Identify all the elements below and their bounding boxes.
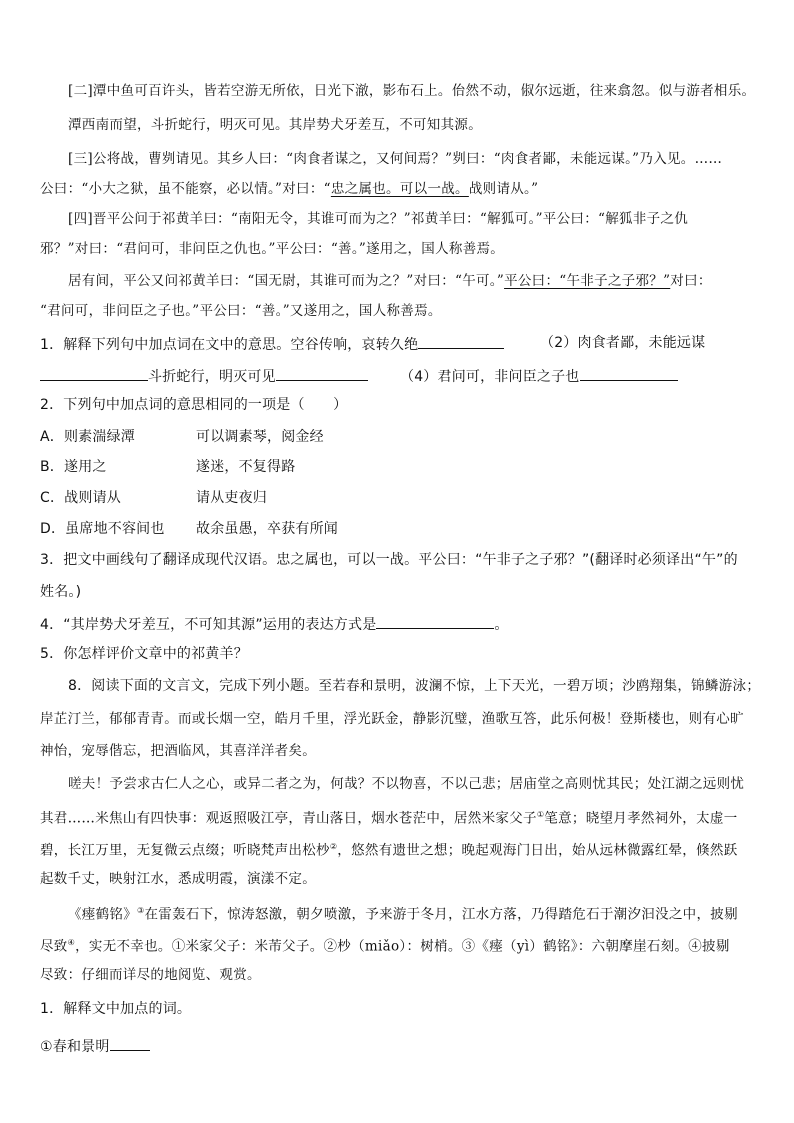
q1-d-blank[interactable]: [580, 366, 678, 381]
passage-p3-line2-b: 战则请从。”: [468, 181, 539, 197]
q8-sub1-blank[interactable]: [110, 1036, 150, 1051]
q4-blank[interactable]: [376, 614, 494, 629]
q8-line5-a: 其君……米焦山有四快事：观返照吸江亭，青山落日，烟水苍茫中，居然米家父子: [40, 810, 537, 827]
question-5: 5．你怎样评价文章中的祁黄羊？: [40, 646, 248, 662]
underlined-sentence-2: 平公曰：“午非子之子邪？”: [504, 273, 671, 289]
q8-line6-a: 碧，长江万里，无复微云点缀；听晓梵声出松杪: [40, 842, 330, 859]
q2-option-d-right: 故余虽愚，卒获有所闻: [196, 521, 338, 537]
footnote-marker-3: ③: [137, 906, 145, 915]
q1-b-text: （2）肉食者鄙，未能远谋: [540, 335, 706, 351]
passage-p4-line2: 邪？”对曰：“君问可，非问臣之仇也。”平公曰：“善。”遂用之，国人称善焉。: [40, 241, 505, 257]
question-1-line1: [40, 334, 504, 354]
passage-p3-line2-a: 公曰：“小大之狱，虽不能察，必以情。”对曰：“: [40, 181, 331, 197]
q8-line3: 神怡，宠辱偕忘，把酒临风，其喜洋洋者矣。: [40, 743, 316, 759]
q8-line8: [68, 902, 738, 924]
q8-line5-b: 笔意；晓望月孝然祠外，太虚一: [544, 810, 738, 827]
q2-option-c-right: 请从吏夜归: [196, 490, 267, 506]
footnote-marker-4: ④: [67, 938, 76, 947]
q1-a-text: 1．解释下列句中加点词在文中的意思。空谷传响，哀转久绝: [40, 337, 419, 353]
passage-p5-line1-a: 居有间，平公又问祁黄羊曰：“国无尉，其谁可而为之？”对曰：“午可。”: [68, 273, 505, 289]
question-1-line2: [40, 366, 368, 386]
q8-line5: [40, 806, 738, 828]
q2-option-a-left[interactable]: A．则素湍绿潭: [40, 429, 135, 445]
q1-c-text: 斗折蛇行，明灭可见: [148, 369, 276, 385]
question-1-line2-right: [400, 366, 678, 386]
q8-line6: [40, 838, 738, 860]
footnote-marker-1: ①: [536, 810, 545, 819]
passage-p4-line1: [四]晋平公问于祁黄羊曰：“南阳无令，其谁可而为之？”祁黄羊曰：“解狐可。”平公曰：“解狐非子之仇: [68, 211, 688, 227]
q8-line9-b: ，实无不幸也。①米家父子：米芾父子。②杪（miǎo）：树梢。③《瘗（yì）鹤铭》：六朝摩崖石刻。④披剔: [75, 938, 730, 955]
passage-p3-line2: [40, 180, 538, 198]
q2-option-c-left[interactable]: C．战则请从: [40, 490, 121, 506]
q8-line2: 岸芷汀兰，郁郁青青。而或长烟一空，皓月千里，浮光跃金，静影沉璧，渔歌互答，此乐何极！登斯楼也，则有心旷: [40, 711, 744, 727]
q8-line4: 嗟夫！予尝求古仁人之心，或异二者之为，何哉？不以物喜，不以己悲；居庙堂之高则忧其民；处江湖之远则忧: [68, 776, 745, 792]
q8-stem: 8．阅读下面的文言文，完成下列小题。: [68, 678, 319, 694]
q8-line1-text: 至若春和景明，波澜不惊，上下天光，一碧万顷；沙鸥翔集，锦鳞游泳；: [318, 678, 761, 694]
q4-end: 。: [494, 617, 509, 633]
q8-sub1-item: [40, 1036, 150, 1056]
q1-a-blank[interactable]: [418, 334, 504, 349]
q8-line9-a: 尽致: [40, 938, 68, 955]
q8-line6-b: ，悠然有遗世之想；晚起观海门日出，始从远林微露红晕，倏然跃: [337, 842, 738, 859]
q2-option-a-right: 可以调素琴，阅金经: [196, 429, 324, 445]
question-3-line2: 姓名。): [40, 584, 82, 600]
q8-line9: [40, 934, 730, 956]
q4-text: 4．“其岸势犬牙差互，不可知其源”运用的表达方式是: [40, 617, 377, 633]
passage-p5-line1: [68, 272, 712, 290]
q1-b-blank[interactable]: [40, 366, 148, 381]
passage-p5-line2: “君问可，非问臣之子也。”平公曰：“善。”又遂用之，国人称善焉。: [40, 303, 442, 319]
q8-line8-b: 在雷轰石下，惊涛怒激，朝夕喷激，予来游于冬月，江水方落，乃得踏危石于潮汐汩没之中，披剔: [144, 906, 738, 923]
q2-option-b-left[interactable]: B．遂用之: [40, 459, 107, 475]
q8-sub1: 1．解释文中加点的词。: [40, 1001, 192, 1017]
q8-line8-a: 《瘗鹤铭》: [68, 906, 137, 923]
question-4: [40, 614, 509, 634]
q8-line10: 尽致：仔细而详尽的地阅览、观赏。: [40, 967, 261, 983]
passage-p3-line1: [三]公将战，曹刿请见。其乡人曰：“肉食者谋之，又何间焉？”刿曰：“肉食者鄙，未能远谋。”乃入见。……: [68, 151, 723, 167]
footnote-marker-2: ②: [329, 842, 338, 851]
question-2-stem: 2．下列句中加点词的意思相同的一项是（ ）: [40, 397, 348, 413]
passage-p2-line2: 潭西南而望，斗折蛇行，明灭可见。其岸势犬牙差互，不可知其源。: [68, 117, 482, 133]
q2-option-d-left[interactable]: D．虽席地不容间也: [40, 521, 165, 537]
q1-d-text: （4）君问可，非问臣之子也: [400, 369, 580, 385]
q8-sub1-item-text: ①春和景明: [40, 1039, 110, 1055]
question-8-line1: [68, 677, 760, 695]
q2-option-b-right: 遂迷，不复得路: [196, 459, 296, 475]
q8-line7: 起数千丈，映射江水，悉成明霞，演漾不定。: [40, 871, 316, 887]
underlined-sentence-1: 忠之属也。可以一战。: [330, 181, 469, 197]
q1-c-blank[interactable]: [276, 366, 368, 381]
passage-p2-line1: [二]潭中鱼可百许头，皆若空游无所依，日光下澈，影布石上。佁然不动，俶尔远逝，往来翕忽。似与游者相乐。: [68, 83, 756, 99]
passage-p5-line1-b: 对曰：: [670, 273, 712, 289]
question-3-line1: 3．把文中画线句了翻译成现代汉语。忠之属也，可以一战。平公曰：“午非子之子邪？”(翻译时必须译出“午”的: [40, 552, 738, 568]
